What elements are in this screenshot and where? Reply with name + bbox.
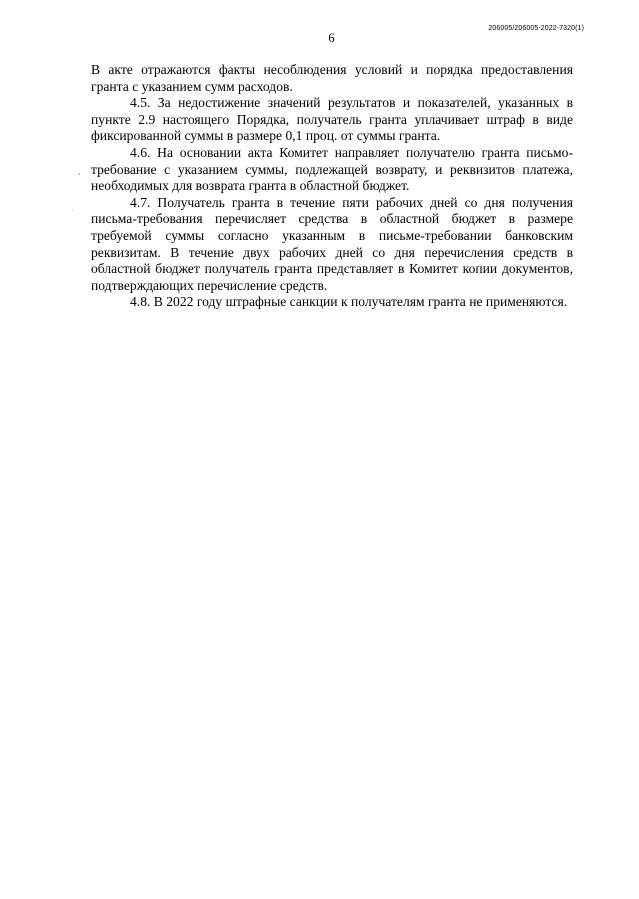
scan-speck	[72, 210, 73, 211]
paragraph-4-5: 4.5. За недостижение значений результатов и показателей, указанных в пункте 2.9 настоящего Порядка, получатель гранта уплачивает штраф в виде фиксированной суммы в размере 0,1 проц. от суммы гранта.	[91, 95, 573, 144]
page-number: 6	[328, 31, 335, 45]
document-body	[91, 62, 573, 311]
paragraph-4-8: 4.8. В 2022 году штрафные санкции к получателям гранта не применяются.	[130, 294, 568, 310]
paragraph-act-facts: В акте отражаются факты несоблюдения условий и порядка предоставления гранта с указанием сумм расходов.	[91, 62, 573, 94]
scan-speck	[78, 173, 80, 175]
paragraph-4-6: 4.6. На основании акта Комитет направляет получателю гранта письмо-требование с указанием суммы, подлежащей возврату, и реквизитов платежа, необходимых для возврата гранта в областной бюджет.	[91, 144, 573, 194]
document-id: 206005/206005-2022-7320(1)	[488, 25, 584, 32]
paragraph-4-7: 4.7. Получатель гранта в течение пяти рабочих дней со дня получения письма-требования перечисляет средства в областной бюджет в размере требуемой суммы согласно указанным в письме-требовании банковским реквизитам. В течение двух рабочих дней со дня перечисления средств в областной бюджет получатель гранта представляет в Комитет копии документов, подтверждающих перечисление средств.	[91, 194, 573, 293]
